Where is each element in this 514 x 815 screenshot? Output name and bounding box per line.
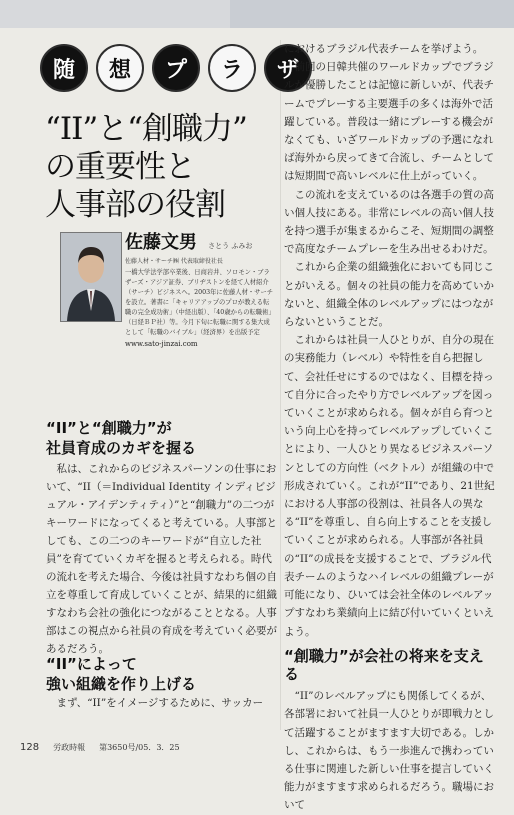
section-heading-1 — [46, 418, 276, 458]
badge-char-3: プ — [152, 44, 200, 92]
author-name: 佐藤文男 — [125, 232, 197, 253]
section-heading-1-line-2: 社員育成のカギを握る — [46, 439, 197, 457]
author-name-kana: さとう ふみお — [208, 242, 253, 250]
right-column — [284, 40, 496, 815]
section-heading-2-line-1: “II”によって — [46, 655, 137, 673]
headline-line-3: 人事部の役割 — [45, 187, 225, 223]
section-1-body: 私は、これからのビジネスパーソンの仕事において、“II（＝Individual Identity インディビジュアル・アイデンティティ）”と“創職力”の二つがキーワードになってくると考えている。人事部としても、この二つのキーワードが“自立した社員”を育てていくカギを握ると考えられる。時代の流れを考えた場合、今後は社員すなわち個の自立を尊重して育成していくことが、結果的に組織すなわち会社の強化につながることとなる。人事部はこの視点から社員の育成を考えていく必要があるだろう。 — [46, 463, 277, 655]
author-role: 佐藤人材・サーチ㈱ 代表取締役社長 — [125, 258, 223, 265]
author-portrait-illustration — [61, 233, 121, 321]
right-paragraph-2: 前回の日韓共催のワールドカップでブラジルが優勝したことは記憶に新しいが、代表チームでプレーする主要選手の多くは海外で活躍している。普段は一緒にプレーする機会がなくても、いざワールドカップの予選になれば海外から戻ってきて合流し、チームとしては短期間で高いレベルに仕上がっていく。 — [284, 61, 494, 183]
section-heading-3: “創職力”が会社の将来を支える — [284, 646, 484, 683]
right-paragraph-5: これからは社員一人ひとりが、自分の現在の実務能力（レベル）や特性を自ら把握して、会社任せにするのではなく、目標を持って自分に合ったやり方でレベルアップを図っていくことが求められる。個々が自ら育つという向上心を持ってレベルアップしていくことにより、一人ひとり異なるビジネスパーソンとしての方向性（ベクトル）が組織の中で形成されていく。これが“II”であり、21世紀における人事部の役割は、社員各人の異なる“II”を尊重し、自ら向上することを支援していくことが求められる。人事部が各社員の“II”の成長を支援することで、ブラジル代表チームのようなハイレベルの組織プレーが可能になり、ひいては会社全体のレベルアップすなわち業績向上に結び付いていくといえよう。 — [284, 334, 495, 638]
right-paragraph-6: “II”のレベルアップにも関係してくるが、各部署において社員一人ひとりが即戦力として活躍することがますます大切である。しかし、これからは、もう一歩進んで携わっている仕事に関連した新しい仕事を提言していく能力がますます求められるだろう。職場において — [284, 690, 494, 812]
column-divider — [280, 40, 281, 730]
badge-char-5: ザ — [264, 44, 312, 92]
headline-line-2: の重要性と — [45, 149, 195, 185]
author-profile — [125, 228, 275, 348]
page-footer — [20, 742, 180, 753]
page-number: 128 — [20, 742, 40, 753]
badge-char-2: 想 — [96, 44, 144, 92]
author-bio: 一橋大学法学部卒業後、日商岩井、ソロモン・ブラザーズ・アジア証券、ブリヂストンを経て人材紹介（サーチ）ビジネスへ。2003年に佐藤人材・サーチを設立。著書に「キャリアアップのプロが教える転職の完全成功術」（中経出版）、「40歳からの転職術」（日経ＢＰ社）等。今月下旬に転職に関する集大成として「転職のバイブル」（経済界）を出版予定 — [125, 269, 275, 336]
badge-char-1: 随 — [40, 44, 88, 92]
section-heading-2 — [46, 654, 276, 694]
issue-info: 第3650号/05．3．25 — [99, 743, 180, 752]
article-headline — [45, 110, 275, 224]
publication-name: 労政時報 — [53, 743, 86, 752]
right-paragraph-4: これから企業の組織強化においても同じことがいえる。個々の社員の能力を高めていかないと、組織全体のレベルアップにはつながらないということだ。 — [284, 261, 494, 329]
badge-char-4: ラ — [208, 44, 256, 92]
header-band-left — [0, 0, 230, 28]
author-photo — [60, 232, 122, 322]
section-heading-2-line-2: 強い組織を作り上げる — [46, 675, 197, 693]
author-url: www.sato-jinzai.com — [125, 340, 198, 348]
section-2-body: まず、“II”をイメージするために、サッカー — [46, 697, 264, 709]
column-title-badges — [40, 44, 312, 92]
section-heading-1-line-1: “II”と“創職力”が — [46, 419, 172, 437]
right-paragraph-3: この流れを支えているのは各選手の質の高い個人技にある。非常にレベルの高い個人技を持つ選手が集まるからこそ、短期間の調整で高度なチームプレーを生み出せるわけだ。 — [284, 188, 494, 256]
right-paragraph-1: におけるブラジル代表チームを挙げよう。 — [284, 43, 484, 55]
headline-line-1: “II”と“創職力” — [45, 111, 247, 147]
